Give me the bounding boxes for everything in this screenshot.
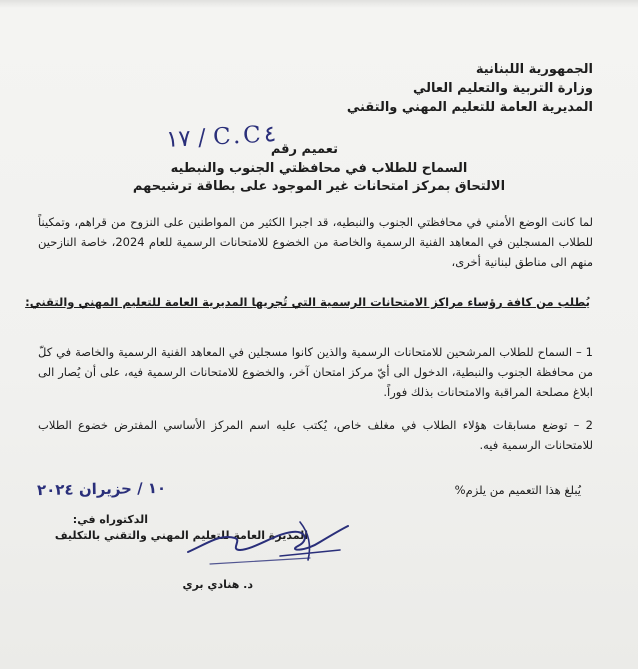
signature-title-line-2: المديرة العامة للتعليم المهني والتقني بالتكليف — [54, 529, 308, 542]
instruction-item-1: 1 – السماح للطلاب المرشحين للامتحانات الرسمية والذين كانوا مسجلين في المعاهد الفنية الرسمية والخاصة في كلّ من محافظة الجنوب والنبطية، الدخول الى أيّ مركز امتحان آخر، والخضوع للامتحانات الرسمية فيه، على أن يُصار الى ابلاغ مصلحة المراقبة والامتحانات بذلك فوراً. — [38, 345, 593, 399]
distribution-note: يُبلغ هذا التعميم من يلزم% — [454, 483, 581, 497]
circular-number-line — [165, 121, 338, 157]
request-heading: يُطلب من كافة رؤساء مراكز الامتحانات الرسمية التي تُجريها المديرية العامة للتعليم المهني والتقني: — [25, 295, 590, 309]
subject-line-1: السماح للطلاب في محافظتي الجنوب والنبطيه — [170, 161, 468, 176]
subject-block — [0, 160, 638, 196]
handwritten-date: ١٠ / حزيران ٢٠٢٤ — [36, 478, 167, 500]
handwritten-signature — [180, 512, 355, 582]
signature-title-line-1: الدكتوراه في: — [72, 513, 148, 526]
intro-paragraph: لما كانت الوضع الأمني في محافظتي الجنوب والنبطيه، قد اجبرا الكثير من المواطنين على النزوح من قراهم، وتمكيناً للطلاب المسجلين في المعاهد الفنية الرسمية والخاصة من الخضوع للامتحانات الرسمية للعام 2024، خاصة النازحين منهم الى مناطق لبنانية أخرى، — [38, 215, 593, 269]
page-shadow — [0, 0, 638, 8]
letterhead-line-2: وزارة التربية والتعليم العالي — [412, 81, 593, 96]
letterhead-line-3: المديرية العامة للتعليم المهني والتقني — [346, 100, 593, 115]
subject-line-2: الالتحاق بمركز امتحانات غير الموجود على بطاقة ترشيحهم — [132, 179, 506, 194]
circular-label: تعميم رقم — [270, 142, 338, 157]
letterhead-line-1: الجمهورية اللبنانية — [475, 62, 593, 77]
handwritten-circular-number: C.C٤ / ١٧ — [165, 121, 277, 153]
signatory-name: د. هنادي بري — [182, 578, 253, 591]
letterhead — [347, 60, 593, 117]
instruction-item-2: 2 – توضع مسابقات هؤلاء الطلاب في مغلف خاص، يُكتب عليه اسم المركز الأساسي المفترض خضوع الطلاب للامتحانات الرسمية فيه. — [38, 418, 593, 452]
